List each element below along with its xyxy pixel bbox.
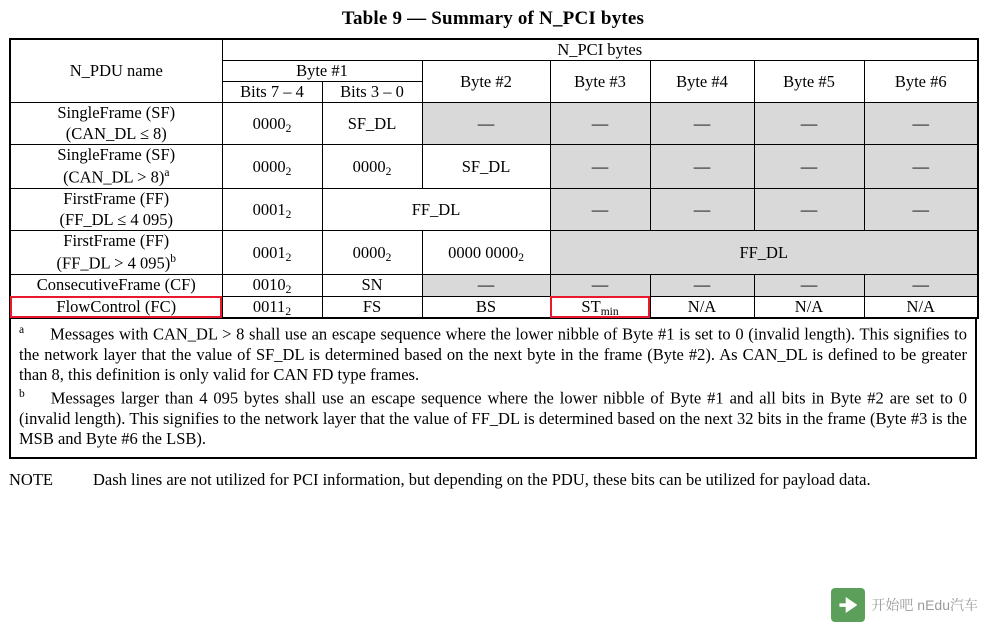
header-n-pdu-name: N_PDU name xyxy=(10,39,222,103)
row-name-line2: (FF_DL > 4 095) xyxy=(56,253,171,273)
footnote-b-text: Messages larger than 4 095 bytes shall use an escape sequence where the lower nibble of Byte #1 and all bits in Byte #2 are set to 0 (invalid length). This signifies to the network layer that the value of FF_DL is determined based on the next 32 bits in the frame (Byte #3 is the MSB and Byte #6 the LSB). xyxy=(19,388,967,448)
watermark-text: 开始吧 nEdu汽车 xyxy=(871,597,978,613)
watermark xyxy=(831,588,978,622)
cell-byte2: SF_DL xyxy=(422,145,550,189)
watermark-logo-icon xyxy=(831,588,865,622)
table-footnotes xyxy=(9,319,977,459)
cell-byte6: — xyxy=(864,189,978,231)
cell-byte5: N/A xyxy=(754,296,864,318)
footnote-b xyxy=(19,387,967,449)
cell-byte2: BS xyxy=(422,296,550,318)
cell-bits30: 00002 xyxy=(322,231,422,275)
table-row xyxy=(10,275,978,297)
cell-bits74: 00002 xyxy=(222,145,322,189)
header-bits-3-0: Bits 3 – 0 xyxy=(322,82,422,103)
cell-byte6: — xyxy=(864,145,978,189)
cell-byte2: — xyxy=(422,103,550,145)
footnote-a-marker: a xyxy=(19,324,25,337)
cell-ff-dl-span: FF_DL xyxy=(322,189,550,231)
cell-byte4: — xyxy=(650,275,754,297)
footnote-ref-b: b xyxy=(170,252,176,265)
cell-bits30: 00002 xyxy=(322,145,422,189)
row-name-line2: (CAN_DL ≤ 8) xyxy=(65,123,167,143)
row-label-consecutive-frame: ConsecutiveFrame (CF) xyxy=(10,275,222,297)
table-row xyxy=(10,231,978,275)
footnote-a-text: Messages with CAN_DL > 8 shall use an escape sequence where the lower nibble of Byte #1 is set to 0 (invalid length). This signifies to the network layer that the value of SF_DL is determined based on the next byte in the frame (Byte #2). As CAN_DL is defined to be greater than 8, this definition is only valid for CAN FD type frames. xyxy=(19,324,967,384)
cell-ff-dl-span-b3b6: FF_DL xyxy=(550,231,978,275)
footnote-a xyxy=(19,323,967,385)
row-label-flow-control: FlowControl (FC) xyxy=(10,296,222,318)
header-byte-2: Byte #2 xyxy=(422,61,550,103)
footnote-b-marker: b xyxy=(19,388,25,401)
cell-bits74: 00002 xyxy=(222,103,322,145)
footnote-ref-a: a xyxy=(164,166,170,179)
cell-byte4: N/A xyxy=(650,296,754,318)
row-name-line1: SingleFrame (SF) xyxy=(57,103,176,122)
row-label-single-frame-gt8 xyxy=(10,145,222,189)
cell-bits74: 00012 xyxy=(222,189,322,231)
header-byte-5: Byte #5 xyxy=(754,61,864,103)
note-label: NOTE xyxy=(9,470,53,489)
row-name-line1: FirstFrame (FF) xyxy=(63,189,170,208)
row-name-line2: (CAN_DL > 8) xyxy=(63,167,165,187)
cell-byte4: — xyxy=(650,189,754,231)
header-bits-7-4: Bits 7 – 4 xyxy=(222,82,322,103)
note-block xyxy=(9,469,977,490)
header-byte-3: Byte #3 xyxy=(550,61,650,103)
header-byte-1: Byte #1 xyxy=(222,61,422,82)
cell-byte3: — xyxy=(550,103,650,145)
note-text: Dash lines are not utilized for PCI information, but depending on the PDU, these bits can be utilized for payload data. xyxy=(93,470,871,489)
cell-byte5: — xyxy=(754,145,864,189)
row-label-single-frame-le8 xyxy=(10,103,222,145)
cell-byte6: — xyxy=(864,103,978,145)
header-byte-6: Byte #6 xyxy=(864,61,978,103)
cell-bits30: FS xyxy=(322,296,422,318)
header-n-pci-bytes: N_PCI bytes xyxy=(222,39,978,61)
cell-byte5: — xyxy=(754,189,864,231)
cell-bits30: SN xyxy=(322,275,422,297)
cell-bits74: 00112 xyxy=(222,296,322,318)
cell-byte6: — xyxy=(864,275,978,297)
cell-byte2: 0000 00002 xyxy=(422,231,550,275)
header-byte-4: Byte #4 xyxy=(650,61,754,103)
table-header-row-1 xyxy=(10,39,978,61)
cell-bits74: 00102 xyxy=(222,275,322,297)
row-name-line1: SingleFrame (SF) xyxy=(57,145,176,165)
cell-bits30: SF_DL xyxy=(322,103,422,145)
row-label-first-frame-le4095 xyxy=(10,189,222,231)
row-label-first-frame-gt4095 xyxy=(10,231,222,275)
cell-bits74: 00012 xyxy=(222,231,322,275)
cell-byte4: — xyxy=(650,103,754,145)
cell-byte3: — xyxy=(550,275,650,297)
table-row xyxy=(10,145,978,189)
row-name-line2: (FF_DL ≤ 4 095) xyxy=(59,209,173,229)
table-row xyxy=(10,103,978,145)
n-pci-summary-table xyxy=(9,38,979,319)
table-row xyxy=(10,296,978,318)
cell-byte3: — xyxy=(550,189,650,231)
table-title: Table 9 — Summary of N_PCI bytes xyxy=(341,8,645,29)
cell-byte5: — xyxy=(754,103,864,145)
table-row xyxy=(10,189,978,231)
cell-byte6: N/A xyxy=(864,296,978,318)
cell-byte4: — xyxy=(650,145,754,189)
cell-byte3-stmin: STmin xyxy=(550,296,650,318)
cell-byte2: — xyxy=(422,275,550,297)
cell-byte5: — xyxy=(754,275,864,297)
row-name-line1: FirstFrame (FF) xyxy=(63,231,170,251)
cell-byte3: — xyxy=(550,145,650,189)
